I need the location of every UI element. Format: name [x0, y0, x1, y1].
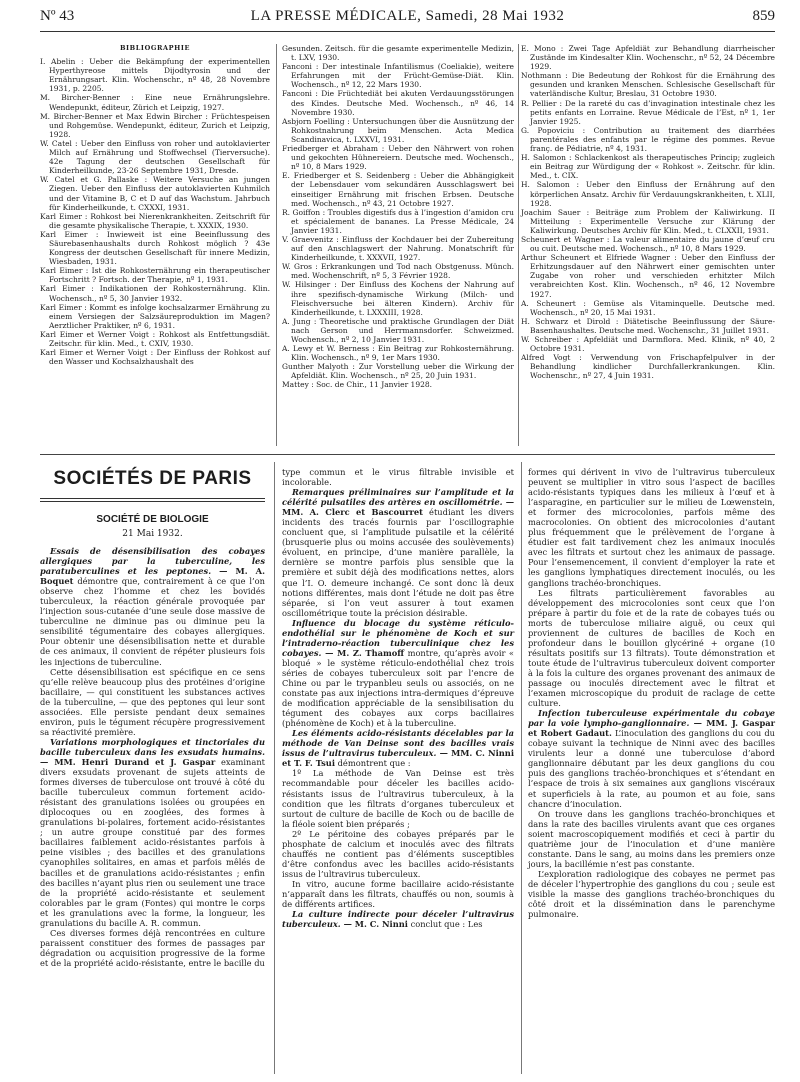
column-divider: [276, 44, 277, 446]
bibliography-column-2: [282, 44, 514, 390]
bibliography-entry: Friedberger et Abraham : Ueber den Nährwert von rohen und gekochten Hühnereiern. Deutsche med. Wochensch., nº 10, 8 Mars 1929.: [282, 144, 514, 172]
communication-title: La culture indirecte pour déceler l’ultravirus tuberculeux.: [282, 909, 514, 930]
bibliography-entry: I. Abelin : Ueber die Bekämpfung der experimentellen Hyperthyreose mittels Dijodtyrosin und der Ernährungsart. Klin. Wochenschr., nº 48, 28 Novembre 1931, p. 2205.: [40, 57, 270, 94]
bibliography-entry: Scheunert et Wagner : La valeur alimentaire du jaune d’œuf cru ou cuit. Deutsche med. Wochensch., nº 10, 8 Mars 1929.: [521, 234, 775, 254]
bibliography-entry: G. Popoviciu : Contribution au traitement des diarrhées parentérales des enfants par le régime des pommes. Revue franç. de Pédiatrie, nº 4, 1931.: [521, 125, 775, 154]
communication-title: Remarques préliminaires sur l’amplitude et la célérité pulsatiles des artères en oscillométrie.: [282, 487, 514, 508]
bibliography-entry: Gesunden. Zeitsch. für die gesamte experimentelle Medizin, t. LXV, 1930.: [282, 44, 514, 63]
paragraph-text: L’exploration radiologique des cobayes ne permet pas de déceler l’hypertrophie des ganglions du cou ; seule est visible la masse des ganglions trachéo-bronchiques du côté droit et la dissémination dans le parenchyme pulmonaire.: [528, 868, 775, 920]
paragraph-text: L’inoculation des ganglions du cou du cobaye suivant la technique de Ninni avec des bacilles virulents leur a donné une tuberculose d’abord ganglionnaire débutant par les deux ganglions du cou puis des ganglions trachéo-bronchiques et s’étendant en l’espace de trois à six semaines aux ganglions viscéraux et superficiels à la rate, au poumon et au foie, sans chancre d’inoculation.: [528, 728, 775, 809]
paragraph-text: montre, qu’après avoir « bloqué » le système réticulo-endothélial chez trois séries de cobayes tuberculeux soit par l’encre de Chine ou par le trypanbleu seuls ou associés, on ne constate pas aux injections intra-dermiques d’épreuve de modification appréciable de la sensibilisation du tégument des cobayes aux corps bacillaires (phénomène de Koch) et à la tuberculine.: [282, 647, 514, 729]
communication-paragraph: [40, 737, 265, 928]
paragraph-text: conclut que : Les: [407, 919, 483, 930]
bibliography-entry: A. Lewy et W. Berness : Ein Beitrag zur Rohkosternährung. Klin. Wochensch., nº 9, 1er Mars 1930.: [282, 344, 514, 363]
bibliography-entry: H. Schwarz et Dirold : Diätetische Beeinflussung der Säure-Basenhaushaltes. Deutsche med. Wochenschr., 31 Juillet 1931.: [521, 316, 775, 335]
section-title: SOCIÉTÉS DE PARIS: [53, 468, 252, 489]
bibliography-entry: M. Bircher-Benner et Max Edwin Bircher : Früchtespeisen und Rohgemüse. Wendepunkt, éditeur, Zurich et Leipzig, 1928.: [40, 111, 270, 139]
bibliography-column-3: [521, 44, 775, 380]
paragraph-text: type commun et le virus filtrable invisible et incolorable.: [282, 467, 514, 488]
bibliography-entry: Karl Eimer : Rohkost bei Nierenkrankheiten. Zeitschrift für die gesamte physikalische Therapie, t. XXXIX, 1930.: [40, 211, 270, 230]
paragraph: [528, 869, 775, 919]
communication-title: Infection tuberculeuse expérimentale du cobaye par la voie lympho-ganglionnaire.: [528, 708, 775, 729]
communication-authors: — M. A. Boquet: [40, 566, 265, 587]
paragraph-text: 1º La méthode de Van Deinse est très recommandable pour déceler les bacilles acido-résistants issus de l’ultravirus tuberculeux, à la condition que les filtrats d’organes tuberculeux et surtout de culture de bacille de Koch ou de bacille de la fléole soient bien préparés ;: [282, 768, 514, 829]
bibliography-entry: W. Gros : Erkrankungen und Tod nach Obstgenuss. Münch. med. Wochenschrift, nº 5, 3 Février 1928.: [282, 262, 514, 281]
communication-authors: — M. C. Ninni: [340, 919, 408, 930]
bibliography-entry: W. Hilsinger : Der Einfluss des Kochens der Nahrung auf ihre spezifisch-dynamische Wirkung (Milch- und Fleischversuche bei älteren Kindern). Archiv für Kinderheilkunde, t. LXXXIII, 1928.: [282, 280, 514, 317]
paragraph-text: In vitro, aucune forme bacillaire acido-résistante n’apparaît dans les filtrats, chauffés ou non, soumis à de différents artifices.: [282, 878, 514, 910]
paragraph-text: Ces diverses formes déjà rencontrées en culture paraissent constituer des formes de passages par dégradation ou acquisition progressive de la forme et de la propriété acido-résistante, entre le bacille du: [40, 927, 265, 968]
bibliography-entry: A. Jung : Theoretische und praktische Grundlagen der Diät nach Gerson und Herrmannsdorfer. Schweizmed. Wochensch., nº 2, 10 Janvier 1931.: [282, 316, 514, 344]
bibliography-heading: BIBLIOGRAPHIE: [119, 44, 191, 52]
paragraph: [40, 667, 265, 737]
column-divider: [274, 462, 275, 1074]
column-divider: [518, 44, 519, 446]
communication-title: Essais de désensibilisation des cobayes allergiques par la tuberculine, les paratuberculines et les peptones.: [40, 546, 265, 577]
paragraph-text: examinant divers exsudats provenant de sujets atteints de formes diverses de tuberculose ont trouvé à côté du bacille tuberculeux commun fortement acido-résistant des granulations isolées ou groupées en diplocoques ou en zooglées, des formes à granulations bi-polaires, fortement acido-résistantes ; un autre groupe constitué par des formes bacillaires faiblement acido-résistantes parfois à peine visibles ; des bacilles et des granulations cyanophiles solitaires, en amas et parfois mêlés de bacilles et de granulations acido-résistantes ; enfin des bacilles n’ayant plus rien ou seulement une trace de la propriété acido-résistante et seulement colorables par le gram (Fontes) qui montre le corps et les granulations avec la forme, la longueur, les granulations du bacille A. R. commun.: [40, 756, 265, 928]
paragraph-text: étudiant les divers incidents des tracés fournis par l’oscillographie concluent que, si l’amplitude pulsatile et la célérité (brusquerie plus ou moins accusée des soulèvements) évoluent, en principe, d’une manière parallèle, la dernière se montre parfois plus sensible que la première et subit déjà des modifications nettes, alors que l’I. O. demeure inchangé. Ce sont donc là deux notions différentes, mais dont l’étude ne doit pas être séparée, si l’on veut assurer à tout examen oscillométrique toute la précision désirable.: [282, 507, 514, 618]
bibliography-entry: V. Graevenitz : Einfluss der Kochdauer bei der Zubereitung auf den Anschlagswert der Nahrung. Monatschrift für Kinderheilkunde, t. XXXVII, 1927.: [282, 234, 514, 263]
section-rule: [40, 454, 775, 455]
bibliography-entry: Fanconi : Die Früchtediät bei akuten Verdauungsstörungen des Kindes. Deutsche Med. Wochensch., nº 46, 14 Novembre 1930.: [282, 89, 514, 117]
bibliography-entry: W. Catel et G. Pallaske : Weitere Versuche an jungen Ziegen. Ueber den Einfluss der autoklavierten Kuhmilch und der Vitamine B, C et D auf das Wachstum. Jahrbuch für Kinderheilkunde, t. CXXXI, 1931.: [40, 175, 270, 212]
issue-number: Nº 43: [40, 8, 75, 24]
article-column-3: [528, 467, 775, 919]
bibliography-entry: Alfred Vogt : Verwendung von Frischapfelpulver in der Behandlung kindlicher Durchfallerkrankungen. Klin. Wochenschr., nº 27, 4 Juin 1931.: [521, 353, 775, 381]
bibliography-entry: Fanconi : Der intestinale Infantilismus (Coeliakie), weitere Erfahrungen mit der Frücht-Gemüse-Diät. Klin. Wochensch., nº 12, 22 Mars 1930.: [282, 62, 514, 90]
bibliography-entry: R. Pellier : De la rareté du cas d’invagination intestinale chez les petits enfants en Lorraine. Revue Médicale de l’Est, nº 1, 1er Janvier 1925.: [521, 98, 775, 126]
bibliography-entry: Karl Eimer : Inwieweit ist eine Beeinflussung des Säurebasenhaushalts durch Rohkost möglich ? 43e Kongress der deutschen Gesellschaft für innere Medizin, Wiesbaden, 1931.: [40, 229, 270, 267]
communication-paragraph: [528, 708, 775, 808]
paragraph-text: Cette désensibilisation est spécifique en ce sens qu’elle relève beaucoup plus des protéines d’origine bacillaire, — qui constituent les substances actives de la tuberculine, — que des peptones qui leur sont associées. Elle persiste pendant deux semaines environ, puis le tégument récupère progressivement sa réactivité première.: [40, 666, 265, 737]
bibliography-entry: Arthur Scheunert et Elfriede Wagner : Ueber den Einfluss der Erhitzungsdauer auf den Nährwert einer gemischten unter Zugabe von roher und verschieden erhitzter Milch verabreichten Kost. Klin. Wochensch., nº 46, 12 Novembre 1927.: [521, 253, 775, 299]
communication-paragraph: [282, 618, 514, 729]
communication-authors: — MM. C. Ninni et T. F. Tsui: [282, 748, 514, 769]
bibliography-entry: Gunther Malyoth : Zur Vorstellung ueber die Wirkung der Apfeldiät. Klin. Wochensch., nº 25, 20 Juin 1931.: [282, 362, 514, 381]
communication-title: Influence du blocage du système réticulo-endothélial sur le phénomène de Koch et sur l’intraderno-réaction tuberculinique chez les cobayes.: [282, 617, 514, 658]
bibliography-entry: H. Salomon : Ueber den Einfluss der Ernährung auf den körperlichen Ansatz. Archiv für Verdauungskrankheiten, t. XLII, 1928.: [521, 180, 775, 208]
bibliography-entry: H. Salomon : Schlackenkost als therapeutisches Princip; zugleich ein Beitrag zur Würdigung der « Rohkost ». Zeitschr. für klin. Med., t. CIX.: [521, 153, 775, 181]
journal-title: LA PRESSE MÉDICALE, Samedi, 28 Mai 1932: [250, 8, 565, 24]
paragraph-text: On trouve dans les ganglions trachéo-bronchiques et dans la rate des bacilles virulents avant que ces organes soient macroscopiquement modifiés et ceci à partir du quatrième jour de l’inoculation et d’une manière constante. Dans le sang, au moins dans les premiers onze jours, la bacillémie n’est pas constante.: [528, 808, 775, 869]
communication-paragraph: [282, 909, 514, 929]
session-date: 21 Mai 1932.: [122, 529, 183, 539]
column-divider: [521, 462, 522, 1074]
paragraph-text: démontrent que :: [334, 758, 411, 769]
article-column-2: [282, 467, 514, 929]
article-column-1: [40, 546, 265, 968]
bibliography-entry: Karl Eimer : Indikationen der Rohkosternährung. Klin. Wochensch., nº 5, 30 Janvier 1932.: [40, 284, 270, 303]
communication-title: Les éléments acido-résistants décelables par la méthode de Van Deinse sont des bacilles vrais issus de l’ultravirus tuberculeux.: [282, 728, 514, 759]
bibliography-entry: W. Catel : Ueber den Einfluss von roher und autoklavierter Milch auf Ernährung und Stoffwechsel (Tierversuche). 42e Tagung der deutschen Gesellschaft für Kinderheilkunde, 23-26 Septembre 1931, Dresde.: [40, 138, 270, 176]
paragraph-text: 2º Le péritoine des cobayes préparés par le phosphate de calcium et inoculés avec des filtrats chauffés ne contient pas d’éléments susceptibles d’être confondus avec les bacilles acido-résistants issus de l’ultravirus tuberculeux.: [282, 828, 514, 879]
bibliography-entry: Karl Eimer : Ist die Rohkosternährung ein therapeutischer Fortschritt ? Fortsch. der Therapie, nº 1, 1931.: [40, 266, 270, 285]
section-title-rule: [40, 498, 265, 502]
bibliography-entry: W. Schreiber : Apfeldiät und Darmflora. Med. Klinik, nº 40, 2 Octobre 1931.: [521, 335, 775, 354]
paragraph: [282, 467, 514, 487]
bibliography-entry: E. Friedberger et S. Seidenberg : Ueber die Abhängigkeit der Lebensdauer vom sekundären Ausschlagswert bei einseitiger Ernährung mit frischen Erbsen. Deutsche med. Wochensch., nº 43, 21 Octobre 1927.: [282, 171, 514, 208]
paragraph: [528, 588, 775, 709]
communication-authors: — MM. A. Clerc et Bascourret: [282, 497, 514, 518]
paragraph-text: Les filtrats particulièrement favorables au développement des microcolonies sont ceux que l’on prépare à partir du foie et de la rate de cobayes tués ou morts de tuberculose miliaire aiguë, ou ceux qui proviennent de cultures de bacilles de Koch en profondeur dans le bouillon glycériné + organe (10 résultats positifs sur 13 filtrats). Toute démonstration et toute étude de l’ultravirus tuberculeux doivent comporter à la fois la culture des organes provenant des animaux de passage ou inoculés directement avec le filtrat et l’examen microscopique du produit de raclage de cette culture.: [528, 587, 775, 709]
society-name: SOCIÉTÉ DE BIOLOGIE: [96, 514, 209, 525]
bibliography-entry: Karl Eimer et Werner Voigt : Der Einfluss der Rohkost auf den Wasser und Kochsalzhaushalt des: [40, 348, 270, 367]
bibliography-entry: E. Mono : Zwei Tage Apfeldiät zur Behandlung diarrheischer Zustände im Kindesalter Klin. Wochenschr., nº 52, 24 Décembre 1929.: [521, 44, 775, 72]
page-number: 859: [752, 8, 775, 24]
header-rule: [40, 31, 775, 32]
bibliography-entry: A. Scheunert : Gemüse als Vitaminquelle. Deutsche med. Wochensch., nº 20, 15 Mai 1931.: [521, 298, 775, 317]
paragraph-text: formes qui dérivent in vivo de l’ultravirus tuberculeux peuvent se multiplier in vitro sous l’aspect de bacilles acido-résistants typiques dans les milieux à l’œuf et à l’asparagine, en particulier sur le milieu de Lœwenstein, et former des microcolonies, parfois même des macrocolonies. On obtient des microcolonies d’autant plus fréquemment que le prélèvement de l’organe à étudier est fait tardivement chez les animaux inoculés avec les filtrats et surtout chez les animaux de passage. Pour l’ensemencement, il convient d’employer la rate et les ganglions lymphatiques directement inoculés, ou les ganglions trachéo-bronchiques.: [528, 467, 775, 588]
communication-title: Variations morphologiques et tinctoriales du bacille tuberculeux dans les exsudats humains.: [40, 736, 265, 757]
bibliography-entry: Karl Eimer et Werner Voigt : Rohkost als Entfettungsdiät. Zeitschr. für klin. Med., t. CXIV, 1930.: [40, 329, 270, 348]
paragraph: [282, 768, 514, 828]
bibliography-entry: M. Bircher-Benner : Eine neue Ernährungslehre. Wendepunkt, éditeur, Zürich et Leipzig, 1927.: [40, 93, 270, 112]
bibliography-entry: R. Goiffon : Troubles digestifs dus à l’ingestion d’amidon cru et spécialement de bananes. La Presse Médicale, 24 Janvier 1931.: [282, 207, 514, 235]
communication-authors: — MM. Henri Durand et J. Gaspar: [40, 756, 216, 767]
bibliography-entry: Karl Eimer : Kommt es infolge kochsalzarmer Ernährung zu einem Versiegen der Salzsäureproduktion im Magen? Aerztlicher Praktiker, nº 6, 1931.: [40, 302, 270, 330]
paragraph: [282, 829, 514, 879]
bibliography-entry: Nothmann : Die Bedeutung der Rohkost für die Ernährung des gesunden und kranken Menschen. Schlesische Gesellschaft für vaterländische Kultur, Breslau, 31 Octobre 1930.: [521, 71, 775, 99]
communication-paragraph: [282, 487, 514, 618]
bibliography-column-1: [40, 44, 270, 366]
bibliography-entry: Mattey : Soc. de Chir., 11 Janvier 1928.: [282, 380, 433, 390]
page-header: [40, 8, 775, 28]
communication-paragraph: [282, 728, 514, 768]
paragraph: [282, 879, 514, 909]
paragraph: [528, 809, 775, 869]
paragraph-text: démontre que, contrairement à ce que l’on observe chez l’homme et chez les bovidés tuberculeux, la réaction générale provoquée par l’injection sous-cutanée d’une seule dose massive de tuberculine ne diminue pas ou diminue peu la sensibilité tégumentaire des cobayes allergiques. Pour obtenir une désensibilisation nette et durable de ces animaux, il convient de répéter plusieurs fois les injections de tuberculine.: [40, 576, 265, 667]
communication-paragraph: [40, 546, 265, 667]
bibliography-entry: Asbjorn Foelling : Untersuchungen über die Ausnützung der Rohkostnahrung beim Menschen. Acta Medica Scandinavica, t. LXXVI, 1931.: [282, 116, 514, 144]
bibliography-entry: Joachim Sauer : Beiträge zum Problem der Kaliwirkung. II Mitteilung : Experimentelle Versuche zur Klärung der Kaliwirkung. Deutsches Archiv für Klin. Med., t. CLXXII, 1931.: [521, 207, 775, 235]
communication-authors: — MM. J. Gaspar et Robert Gadaut.: [528, 718, 775, 739]
paragraph: [528, 467, 775, 588]
communication-authors: — M. Z. Thamoff: [321, 647, 405, 658]
paragraph: [40, 928, 265, 968]
